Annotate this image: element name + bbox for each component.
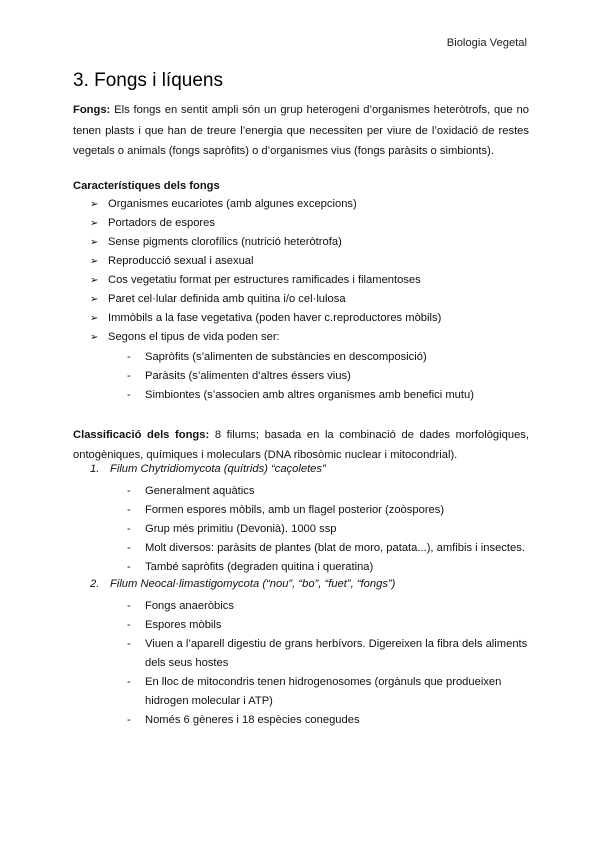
intro-label: Fongs: bbox=[73, 104, 111, 116]
life-mode-sublist bbox=[127, 348, 474, 405]
list-item: - Simbiontes (s’associen amb altres organismes amb benefici mutu) bbox=[127, 386, 474, 405]
list-item: - Fongs anaeròbics bbox=[127, 597, 529, 616]
list-item: ➢ Portadors de espores bbox=[90, 214, 441, 233]
dash-bullet-icon: - bbox=[127, 714, 131, 726]
arrow-bullet-icon: ➢ bbox=[90, 199, 99, 210]
arrow-bullet-icon: ➢ bbox=[90, 313, 99, 324]
list-item: ➢ Segons el tipus de vida poden ser: bbox=[90, 328, 441, 347]
running-header: Biologia Vegetal bbox=[446, 37, 527, 49]
phylum-2-list bbox=[127, 597, 529, 730]
characteristics-list bbox=[90, 195, 441, 347]
list-item: ➢ Reproducció sexual i asexual bbox=[90, 252, 441, 271]
dash-bullet-icon: - bbox=[127, 676, 131, 688]
arrow-bullet-icon: ➢ bbox=[90, 237, 99, 248]
list-item: - Sapròfits (s’alimenten de substàncies en descomposició) bbox=[127, 348, 474, 367]
intro-line-1: Fongs: Els fongs en sentit ampli són un grup heterogeni d’organismes heteròtrofs, que no bbox=[73, 104, 529, 116]
list-item: - Grup més primitiu (Devonià). 1000 ssp bbox=[127, 520, 529, 539]
intro-line-3: vegetals o animals (fongs sapròfits) o d’organismes vius (fongs paràsits o simbionts). bbox=[73, 145, 494, 157]
list-item: - Viuen a l’aparell digestiu de grans herbívors. Digereixen la fibra dels aliments dels seus hostes bbox=[127, 635, 529, 673]
list-item: - Generalment aquàtics bbox=[127, 482, 529, 501]
list-item: ➢ Cos vegetatiu format per estructures ramificades i filamentoses bbox=[90, 271, 441, 290]
dash-bullet-icon: - bbox=[127, 523, 131, 535]
classification-label: Classificació dels fongs: bbox=[73, 429, 210, 441]
dash-bullet-icon: - bbox=[127, 600, 131, 612]
list-item: ➢ Paret cel·lular definida amb quitina i/o cel·lulosa bbox=[90, 290, 441, 309]
dash-bullet-icon: - bbox=[127, 485, 131, 497]
list-item: ➢ Immòbils a la fase vegetativa (poden haver c.reproductores mòbils) bbox=[90, 309, 441, 328]
dash-bullet-icon: - bbox=[127, 351, 131, 363]
list-item: - També sapròfits (degraden quitina i queratina) bbox=[127, 558, 529, 577]
arrow-bullet-icon: ➢ bbox=[90, 256, 99, 267]
dash-bullet-icon: - bbox=[127, 619, 131, 631]
arrow-bullet-icon: ➢ bbox=[90, 275, 99, 286]
dash-bullet-icon: - bbox=[127, 504, 131, 516]
list-item: - Només 6 gèneres i 18 espècies conegudes bbox=[127, 711, 529, 730]
classification-line-1: Classificació dels fongs: 8 filums; basada en la combinació de dades morfològiques, bbox=[73, 429, 529, 441]
dash-bullet-icon: - bbox=[127, 561, 131, 573]
intro-line-2: tenen plasts i que han de treure l’energia que necessiten per viure de l’oxidació de restes bbox=[73, 125, 529, 137]
list-item: - Formen espores mòbils, amb un flagel posterior (zoòspores) bbox=[127, 501, 529, 520]
phylum-2-title: 2. Filum Neocal·limastigomycota (“nou”, “bo”, “fuet”, “fongs”) bbox=[90, 578, 396, 590]
arrow-bullet-icon: ➢ bbox=[90, 218, 99, 229]
dash-bullet-icon: - bbox=[127, 542, 131, 554]
dash-bullet-icon: - bbox=[127, 370, 131, 382]
list-item: - En lloc de mitocondris tenen hidrogenosomes (orgànuls que produeixen hidrogen molecular i ATP) bbox=[127, 673, 529, 711]
list-item: ➢ Organismes eucariotes (amb algunes excepcions) bbox=[90, 195, 441, 214]
dash-bullet-icon: - bbox=[127, 389, 131, 401]
list-item: - Espores mòbils bbox=[127, 616, 529, 635]
phylum-1-list bbox=[127, 482, 529, 577]
list-item: - Molt diversos: paràsits de plantes (blat de moro, patata...), amfibis i insectes. bbox=[127, 539, 529, 558]
characteristics-heading: Característiques dels fongs bbox=[73, 180, 220, 192]
arrow-bullet-icon: ➢ bbox=[90, 294, 99, 305]
list-item: ➢ Sense pigments clorofílics (nutrició heteròtrofa) bbox=[90, 233, 441, 252]
page-title: 3. Fongs i líquens bbox=[73, 70, 223, 91]
arrow-bullet-icon: ➢ bbox=[90, 332, 99, 343]
dash-bullet-icon: - bbox=[127, 638, 131, 650]
list-item: - Paràsits (s’alimenten d’altres éssers vius) bbox=[127, 367, 474, 386]
phylum-1-title: 1. Filum Chytridiomycota (quítrids) “caçoletes” bbox=[90, 463, 326, 475]
classification-line-2: ontogèniques, químiques i moleculars (DNA ribosòmic nuclear i mitocondrial). bbox=[73, 449, 458, 461]
